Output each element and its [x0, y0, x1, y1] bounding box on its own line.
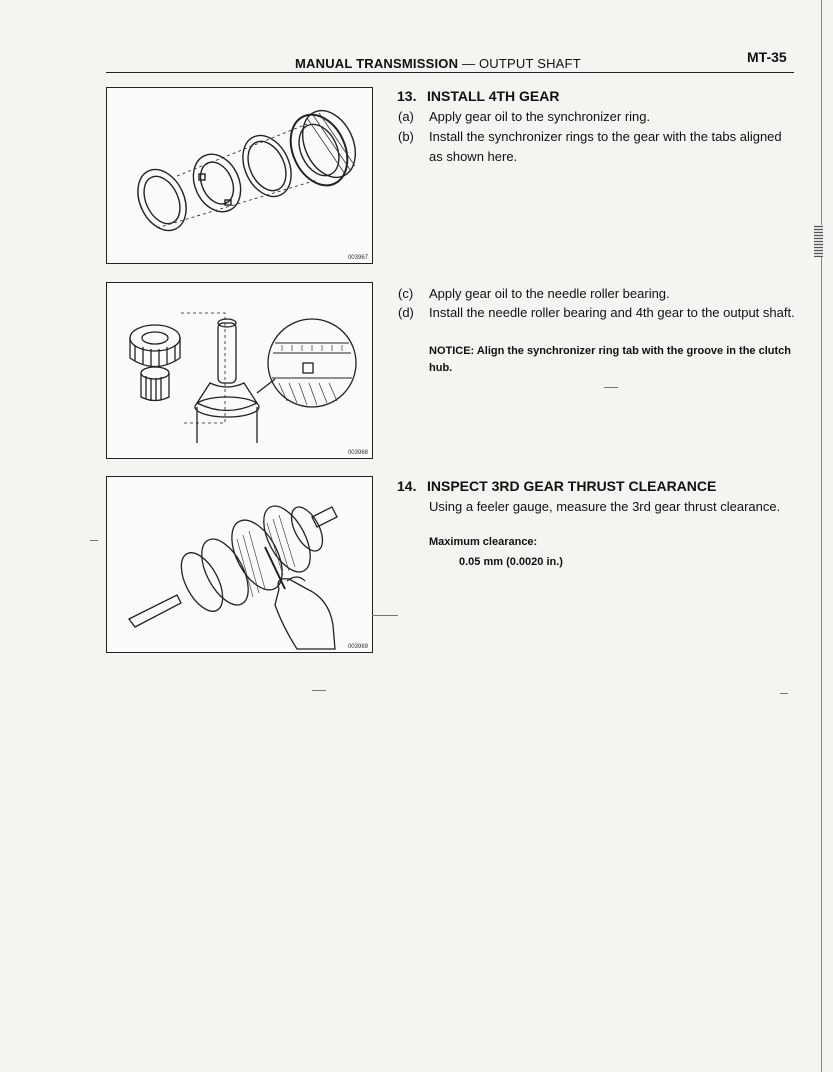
page-edge-line	[821, 0, 822, 1072]
notice-text: NOTICE: Align the synchronizer ring tab with the groove in the clutch hub.	[429, 345, 792, 374]
item-label: (a)	[398, 109, 414, 124]
instruction-item-c	[398, 284, 798, 304]
step-14-heading	[397, 478, 716, 494]
scan-speck	[780, 693, 788, 694]
scan-speck	[90, 540, 98, 541]
step-number: 13.	[397, 88, 417, 104]
figure-code: 003967	[347, 255, 368, 261]
figure-thrust-clearance-check	[106, 476, 373, 653]
manual-section-title: MANUAL TRANSMISSION	[295, 56, 459, 71]
section-edge-tab	[814, 225, 823, 257]
step-title: INSPECT 3RD GEAR THRUST CLEARANCE	[427, 478, 717, 494]
scan-speck	[312, 690, 326, 691]
needle-bearing-illustration	[107, 283, 372, 458]
item-text: Install the synchronizer rings to the gear with the tabs aligned as shown here.	[429, 129, 782, 164]
scan-speck	[372, 615, 398, 616]
figure-code: 003968	[347, 450, 368, 456]
page-number: MT-35	[747, 49, 787, 65]
header-rule	[106, 72, 794, 73]
step-14-text: Using a feeler gauge, measure the 3rd gear thrust clearance.	[429, 499, 781, 514]
step-title: INSTALL 4TH GEAR	[427, 88, 560, 104]
instruction-item-a	[398, 107, 798, 127]
scan-speck	[604, 387, 618, 388]
figure-needle-bearing-install	[106, 282, 373, 459]
header-separator: —	[461, 56, 476, 71]
synchronizer-rings-illustration	[107, 88, 372, 263]
item-text: Install the needle roller bearing and 4th gear to the output shaft.	[429, 305, 795, 320]
manual-subsection-title: OUTPUT SHAFT	[479, 56, 581, 71]
feeler-gauge-illustration	[107, 477, 372, 652]
item-text: Apply gear oil to the needle roller bearing.	[429, 286, 670, 301]
step-number: 14.	[397, 478, 417, 494]
spec-value: 0.05 mm (0.0020 in.)	[459, 556, 563, 568]
instruction-item-d	[398, 303, 798, 323]
item-label: (b)	[398, 129, 414, 144]
figure-synchronizer-rings	[106, 87, 373, 264]
figure-code: 003969	[347, 644, 368, 650]
header-title	[295, 56, 581, 71]
item-label: (d)	[398, 305, 414, 320]
instruction-item-b	[398, 127, 798, 167]
step-13-heading	[397, 88, 560, 104]
spec-label: Maximum clearance:	[429, 536, 538, 548]
item-text: Apply gear oil to the synchronizer ring.	[429, 109, 651, 124]
item-label: (c)	[398, 286, 414, 301]
